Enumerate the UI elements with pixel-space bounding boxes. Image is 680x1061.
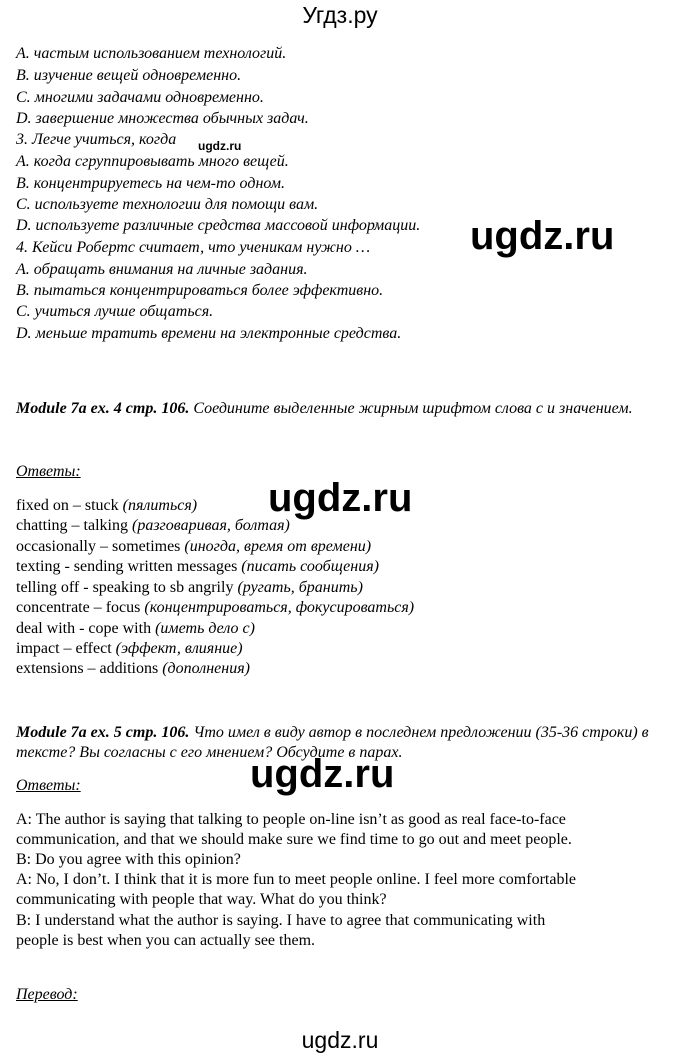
exercise-4-heading: [16, 399, 666, 419]
exercise-label: Module 7a ex. 4 стр. 106.: [16, 400, 190, 417]
exercise-task: Соедините выделенные жирным шрифтом слова с и значением.: [193, 400, 633, 417]
translation-label: Перевод:: [16, 986, 78, 1003]
watermark-large: ugdz.ru: [470, 214, 615, 258]
answer-option: C. многими задачами одновременно.: [16, 89, 264, 106]
watermark-large: ugdz.ru: [250, 752, 395, 796]
dialogue-line: A: The author is saying that talking to people on-line isn’t as good as real face-to-face: [16, 811, 566, 828]
answer-option: C. используете технологии для помощи вам.: [16, 196, 319, 213]
dialogue-line: people is best when you can actually see them.: [16, 932, 316, 949]
answer-option: D. меньше тратить времени на электронные средства.: [16, 325, 402, 342]
question-4: 4. Кейси Робертс считает, что ученикам нужно …: [16, 239, 371, 256]
vocab-item: impact – effect (эффект, влияние): [16, 640, 243, 657]
exercise-task: Что имел в виду автор в последнем предложении (35-36 строки) в тексте? Вы согласны с его мнением? Обсудите в парах.: [16, 724, 649, 761]
vocab-item: extensions – additions (дополнения): [16, 660, 250, 677]
exercise-label: Module 7a ex. 5 стр. 106.: [16, 724, 190, 741]
answer-option: B. изучение вещей одновременно.: [16, 67, 242, 84]
dialogue-line: communicating with people that way. What do you think?: [16, 891, 387, 908]
watermark-large: ugdz.ru: [268, 476, 413, 520]
vocab-item: concentrate – focus (концентрироваться, фокусироваться): [16, 599, 415, 616]
vocab-item: occasionally – sometimes (иногда, время от времени): [16, 538, 372, 555]
question-3: 3. Легче учиться, когда: [16, 131, 177, 148]
site-footer: ugdz.ru: [301, 1027, 379, 1053]
dialogue-line: B: I understand what the author is saying. I have to agree that communicating with: [16, 912, 546, 929]
vocab-item: texting - sending written messages (писать сообщения): [16, 558, 379, 575]
answer-option: C. учиться лучше общаться.: [16, 303, 214, 320]
answers-label: Ответы:: [16, 777, 81, 794]
answers-label: Ответы:: [16, 463, 81, 480]
answer-option: D. используете различные средства массовой информации.: [16, 217, 421, 234]
answer-option: A. частым использованием технологий.: [16, 45, 287, 62]
answer-option: B. концентрируетесь на чем-то одном.: [16, 175, 285, 192]
dialogue-line: communication, and that we should make sure we find time to go out and meet people.: [16, 831, 572, 848]
answer-option: B. пытаться концентрироваться более эффективно.: [16, 282, 384, 299]
site-header: Угдз.ру: [302, 2, 378, 28]
answer-option: D. завершение множества обычных задач.: [16, 110, 309, 127]
dialogue-line: B: Do you agree with this opinion?: [16, 851, 241, 868]
vocab-item: chatting – talking (разговаривая, болтая): [16, 517, 290, 534]
answer-option: A. обращать внимания на личные задания.: [16, 261, 308, 278]
vocab-item: telling off - speaking to sb angrily (ругать, бранить): [16, 579, 363, 596]
watermark-small: ugdz.ru: [198, 139, 242, 153]
dialogue-line: A: No, I don’t. I think that it is more fun to meet people online. I feel more comfortable: [16, 871, 576, 888]
vocab-item: fixed on – stuck (пялиться): [16, 497, 198, 514]
answer-option: A. когда сгруппировывать много вещей.: [16, 153, 289, 170]
vocab-item: deal with - cope with (иметь дело с): [16, 620, 255, 637]
